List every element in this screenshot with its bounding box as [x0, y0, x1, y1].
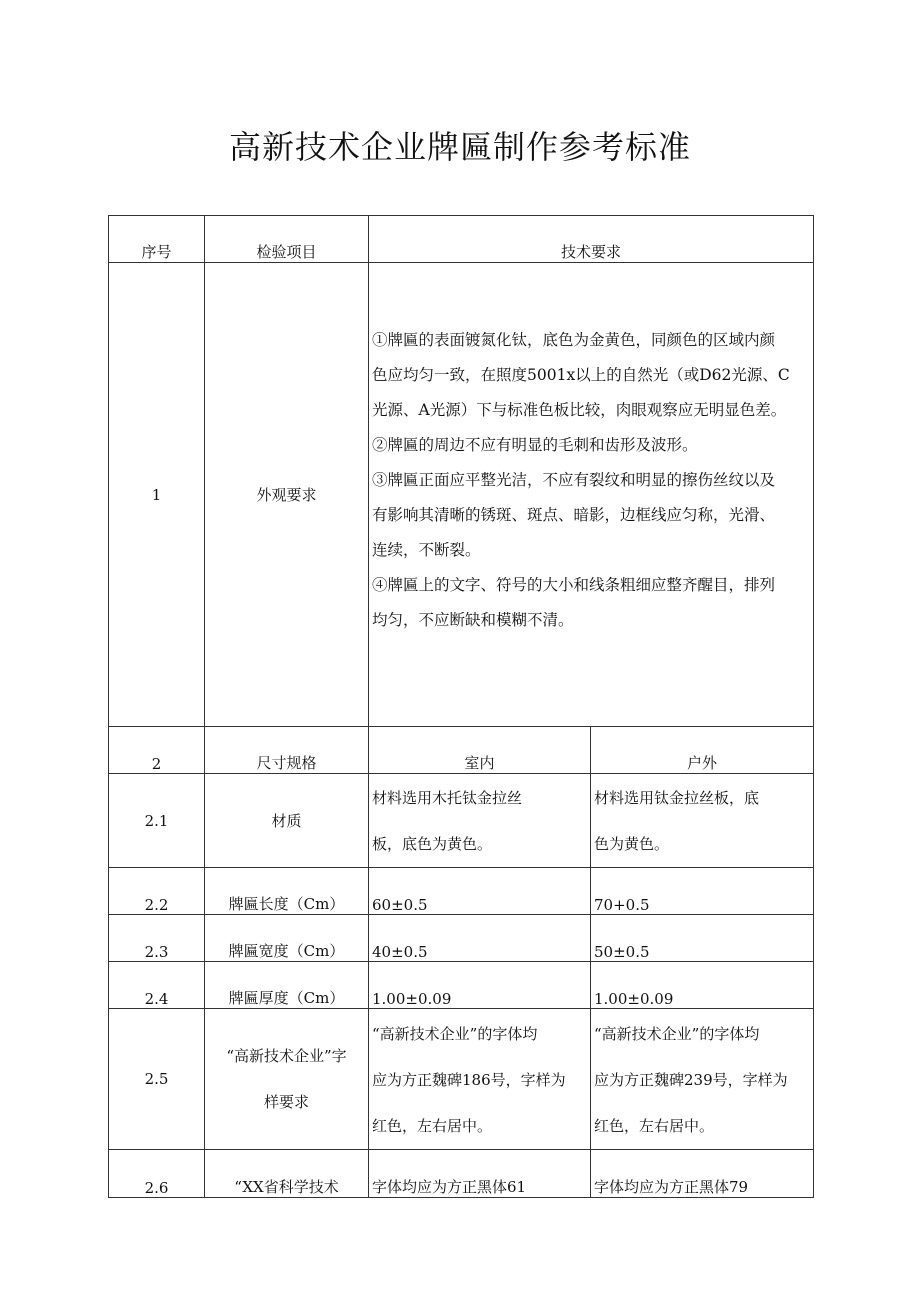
indoor-value — [369, 1009, 591, 1150]
outdoor-value: 字体均应为方正黑体79 — [591, 1150, 814, 1198]
header-no: 序号 — [109, 216, 205, 263]
table-header-row — [109, 216, 814, 263]
indoor-value: 60±0.5 — [369, 868, 591, 915]
requirement-line: 连续，不断裂。 — [372, 541, 481, 559]
header-requirement: 技术要求 — [369, 216, 814, 263]
requirement-line: 均匀，不应断缺和模糊不清。 — [372, 611, 574, 629]
row-item: 牌匾厚度（Cm） — [205, 962, 369, 1009]
table-row — [109, 1150, 814, 1198]
outdoor-value — [591, 774, 814, 868]
indoor-value: 40±0.5 — [369, 915, 591, 962]
requirement-line: ②牌匾的周边不应有明显的毛刺和齿形及波形。 — [372, 436, 698, 454]
requirement-line: ④牌匾上的文字、符号的大小和线条粗细应整齐醒目，排列 — [372, 576, 776, 594]
row-no: 2.4 — [109, 962, 205, 1009]
row-item: 牌匾宽度（Cm） — [205, 915, 369, 962]
row-item: 尺寸规格 — [205, 727, 369, 774]
row-no: 2.2 — [109, 868, 205, 915]
row-item — [205, 1009, 369, 1150]
appearance-requirements — [369, 263, 814, 727]
document-title: 高新技术企业牌匾制作参考标准 — [228, 128, 691, 166]
row-no: 2.3 — [109, 915, 205, 962]
row-item: “XX省科学技术 — [205, 1150, 369, 1198]
row-no: 2.1 — [109, 774, 205, 868]
row-item: 牌匾长度（Cm） — [205, 868, 369, 915]
item-line: 样要求 — [263, 1093, 309, 1111]
requirement-line: 有影响其清晰的锈斑、斑点、暗影，边框线应匀称，光滑、 — [372, 506, 776, 524]
value-line: 板，底色为黄色。 — [372, 835, 493, 853]
outdoor-value: 1.00±0.09 — [591, 962, 814, 1009]
value-line: 材料选用木托钛金拉丝 — [372, 789, 523, 807]
value-line: 应为方正魏碑186号，字样为 — [372, 1071, 566, 1089]
row-no: 2.5 — [109, 1009, 205, 1150]
table-row — [109, 727, 814, 774]
item-line: “高新技术企业”字 — [226, 1047, 347, 1065]
row-item: 外观要求 — [205, 263, 369, 727]
outdoor-header: 户外 — [591, 727, 814, 774]
value-line: 色为黄色。 — [594, 835, 670, 853]
table-row — [109, 774, 814, 868]
value-line: 材料选用钛金拉丝板，底 — [594, 789, 760, 807]
outdoor-value — [591, 1009, 814, 1150]
row-no: 2.6 — [109, 1150, 205, 1198]
value-line: “高新技术企业”的字体均 — [372, 1025, 538, 1043]
table-row — [109, 962, 814, 1009]
spec-table — [108, 215, 814, 1198]
requirement-line: 色应均匀一致，在照度5001x以上的自然光（或D62光源、C — [372, 366, 790, 384]
row-item: 材质 — [205, 774, 369, 868]
outdoor-value: 50±0.5 — [591, 915, 814, 962]
outdoor-value: 70+0.5 — [591, 868, 814, 915]
table-row — [109, 1009, 814, 1150]
indoor-value — [369, 774, 591, 868]
indoor-header: 室内 — [369, 727, 591, 774]
table-row — [109, 868, 814, 915]
indoor-value: 字体均应为方正黑体61 — [369, 1150, 591, 1198]
requirement-line: 光源、A光源）下与标准色板比较，肉眼观察应无明显色差。 — [372, 401, 787, 419]
value-line: “高新技术企业”的字体均 — [594, 1025, 760, 1043]
header-item: 检验项目 — [205, 216, 369, 263]
table-row — [109, 263, 814, 727]
row-no: 2 — [109, 727, 205, 774]
requirement-line: ①牌匾的表面镀氮化钛，底色为金黄色，同颜色的区域内颜 — [372, 331, 776, 349]
table-row — [109, 915, 814, 962]
requirement-line: ③牌匾正面应平整光洁，不应有裂纹和明显的擦伤丝纹以及 — [372, 471, 776, 489]
row-no: 1 — [109, 263, 205, 727]
value-line: 应为方正魏碑239号，字样为 — [594, 1071, 788, 1089]
value-line: 红色，左右居中。 — [594, 1117, 715, 1135]
indoor-value: 1.00±0.09 — [369, 962, 591, 1009]
value-line: 红色，左右居中。 — [372, 1117, 493, 1135]
